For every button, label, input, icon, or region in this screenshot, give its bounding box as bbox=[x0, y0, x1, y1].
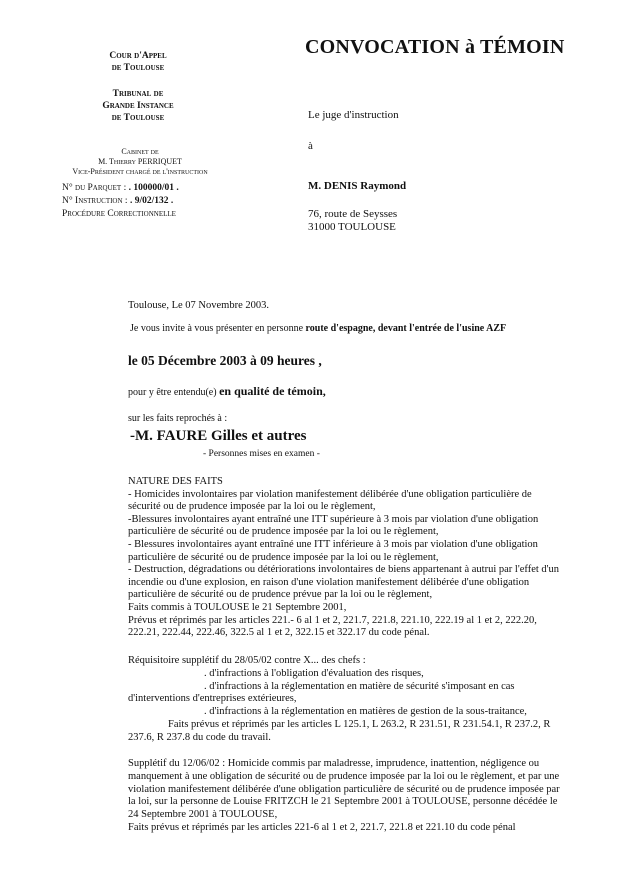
facts-intro: sur les faits reprochés à : bbox=[128, 413, 228, 424]
text-line: - Homicides involontaires par violation manifestement délibérée d'une obligation particulière de bbox=[128, 488, 532, 500]
suppletif-section bbox=[128, 758, 608, 835]
court-of-appeal bbox=[48, 50, 228, 74]
text-line: . d'infractions à la réglementation en matière de sécurité s'imposant en cas bbox=[204, 680, 515, 692]
court-line: de Toulouse bbox=[111, 63, 165, 73]
text-line: particulière de sécurité ou de prudence prévue par la loi ou le règlement, bbox=[128, 589, 433, 601]
court-header bbox=[48, 50, 228, 134]
heard-as-line: pour y être entendu(e) en qualité de témoin, bbox=[128, 384, 326, 398]
court-line: Cour d'Appel bbox=[109, 51, 167, 61]
text-line: 237.6, R 237.8 du code du travail. bbox=[128, 731, 271, 743]
cabinet-block bbox=[40, 147, 240, 177]
tribunal-name bbox=[48, 88, 228, 124]
cabinet-line: M. Thierry PERRIQUET bbox=[98, 157, 182, 166]
text-line: Faits prévus et réprimés par les articles 221-6 al 1 et 2, 221.7, 221.8 et 221.10 du code pénal bbox=[128, 821, 516, 833]
text-line: 24 Septembre 2001 à TOULOUSE, bbox=[128, 809, 278, 821]
letter-date: Toulouse, Le 07 Novembre 2003. bbox=[128, 300, 269, 311]
text-line: sécurité ou de prudence imposée par la loi ou le règlement, bbox=[128, 501, 376, 513]
text-line: manquement à une obligation de sécurité ou de prudence imposée par la loi ou le règlement, et par une bbox=[128, 770, 560, 782]
section-heading: NATURE DES FAITS bbox=[128, 476, 223, 487]
text-line: Réquisitoire supplétif du 28/05/02 contre X... des chefs : bbox=[128, 655, 366, 666]
instruction-number: N° Instruction : . 9/02/132 . bbox=[62, 196, 174, 206]
text-line: violation manifestement délibérée d'une obligation particulière de sécurité ou de prudence imposée par bbox=[128, 783, 560, 795]
text-line: particulière de sécurité ou de prudence imposée par la loi ou le règlement, bbox=[128, 551, 439, 563]
text-line: . d'infractions à la réglementation en matières de gestion de la sous-traitance, bbox=[204, 706, 527, 718]
accused-note: - Personnes mises en examen - bbox=[203, 449, 320, 459]
text-line: - Destruction, dégradations ou détériorations involontaires de biens appartenant à autrui par l'effet d'un bbox=[128, 564, 560, 576]
document-title: CONVOCATION à TÉMOIN bbox=[305, 36, 565, 58]
sender-line: Le juge d'instruction bbox=[308, 109, 399, 121]
text-line: Faits prévus et réprimés par les articles L 125.1, L 263.2, R 231.51, R 231.54.1, R 237.2, R bbox=[168, 718, 551, 730]
cabinet-line: Cabinet de bbox=[121, 147, 159, 156]
text-line: la loi, sur la personne de Louise FRITZCH le 21 Septembre 2001 à TOULOUSE, personne décédée le bbox=[128, 796, 558, 808]
requisitoire-section bbox=[128, 655, 608, 745]
recipient-address: 76, route de Seysses 31000 TOULOUSE bbox=[308, 208, 398, 233]
procedure-type: Procédure Correctionnelle bbox=[62, 209, 176, 219]
invitation-line: Je vous invite à vous présenter en personne route d'espagne, devant l'entrée de l'usine AZF bbox=[130, 323, 507, 334]
accused-name: -M. FAURE Gilles et autres bbox=[130, 428, 307, 444]
hearing-date: le 05 Décembre 2003 à 09 heures , bbox=[128, 353, 322, 368]
tribunal-line: de Toulouse bbox=[111, 113, 165, 123]
text-line: - Blessures involontaires ayant entraîné une ITT inférieure à 3 mois par violation d'une obligation bbox=[128, 538, 538, 550]
nature-of-facts bbox=[128, 476, 608, 640]
text-line: . d'infractions à l'obligation d'évaluation des risques, bbox=[204, 667, 424, 679]
text-line: incendie ou d'une explosion, en raison d'une violation manifestement délibérée d'une obligation bbox=[128, 576, 530, 588]
text-line: d'interventions d'entreprises extérieures, bbox=[128, 693, 297, 705]
text-line: Prévus et réprimés par les articles 221.- 6 al 1 et 2, 221.7, 221.8, 221.10, 222.19 al 1 et 2, 222.20, bbox=[128, 614, 537, 626]
text-line: 222.21, 222.44, 222.46, 322.5 al 1 et 2, 322.15 et 322.17 du code pénal. bbox=[128, 627, 430, 639]
text-line: Faits commis à TOULOUSE le 21 Septembre 2001, bbox=[128, 601, 347, 613]
text-line: Supplétif du 12/06/02 : Homicide commis par maladresse, imprudence, inattention, négligence ou bbox=[128, 758, 540, 769]
recipient-name: M. DENIS Raymond bbox=[308, 180, 407, 192]
tribunal-line: Tribunal de bbox=[112, 89, 164, 99]
case-references bbox=[62, 182, 262, 221]
parquet-number: N° du Parquet : . 100000/01 . bbox=[62, 183, 179, 193]
text-line: -Blessures involontaires ayant entraîné une ITT supérieure à 3 mois par violation d'une obligation bbox=[128, 513, 539, 525]
cabinet-line: Vice-Président chargé de l'instruction bbox=[72, 167, 208, 176]
text-line: particulière de sécurité ou de prudence imposée par la loi ou le règlement, bbox=[128, 526, 439, 538]
to-word: à bbox=[308, 140, 313, 152]
tribunal-line: Grande Instance bbox=[102, 101, 174, 111]
